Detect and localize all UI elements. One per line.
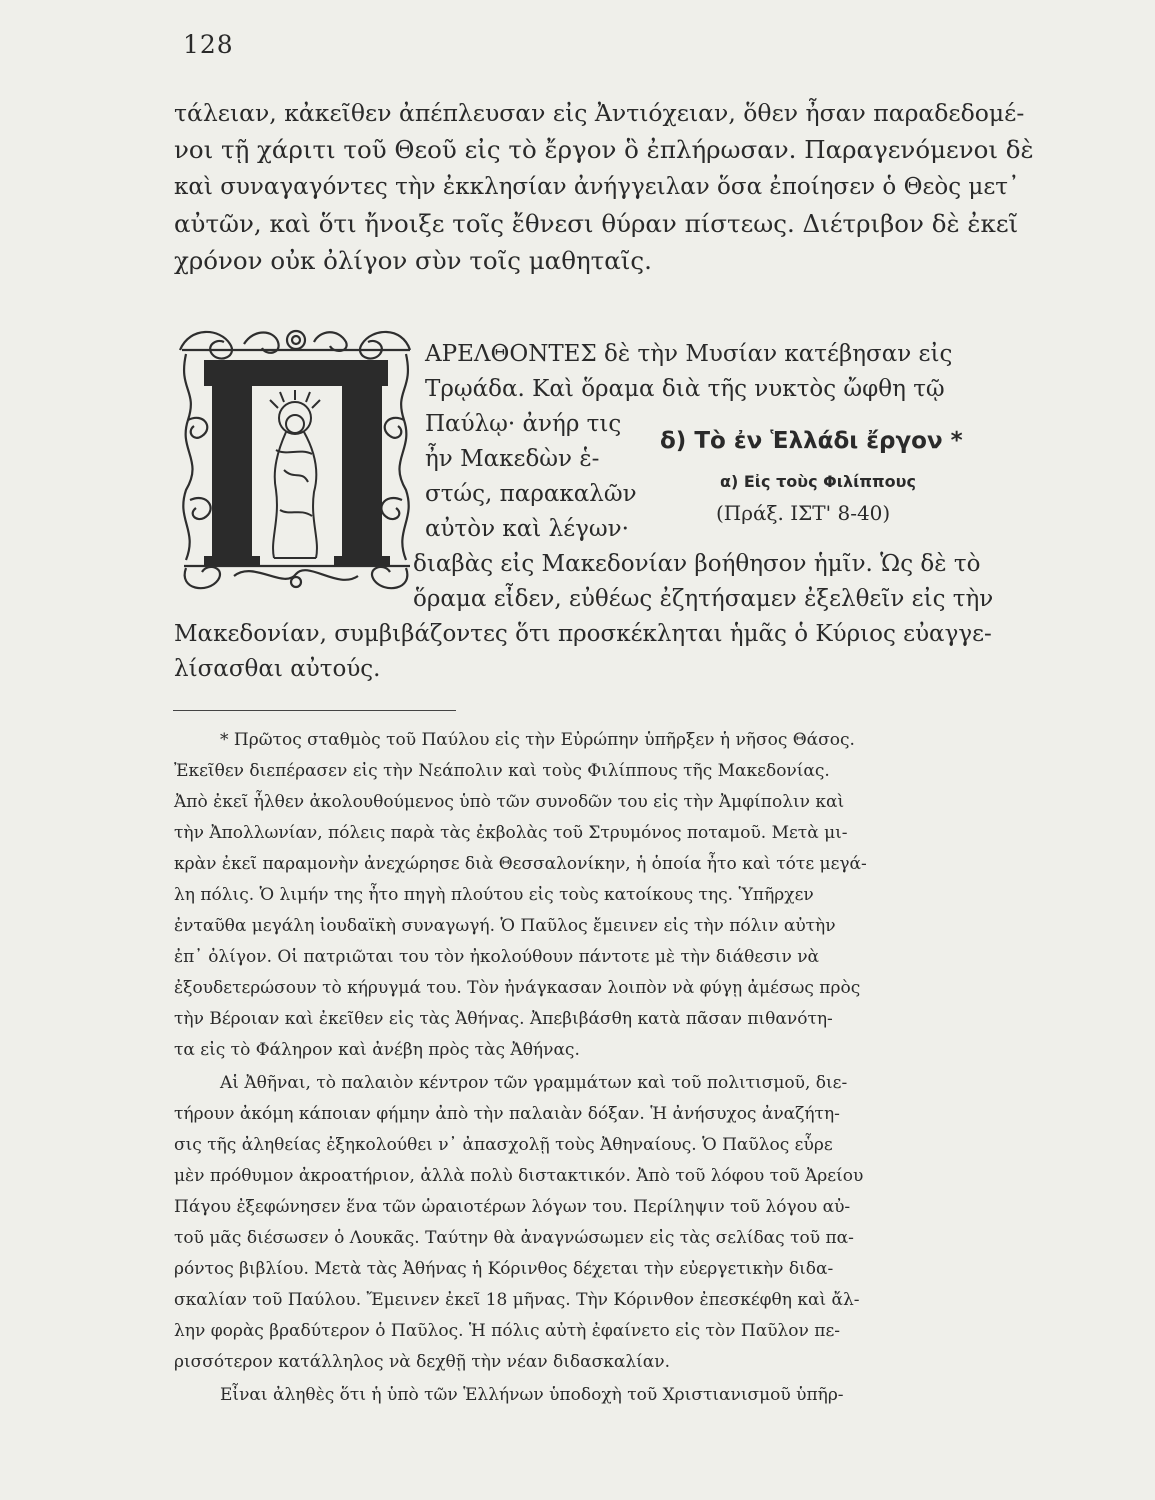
footnote-line: σις τῆς ἀληθείας ἐξηκολούθει ν᾽ ἀπασχολῇ τοὺς Ἀθηναίους. Ὁ Παῦλος εὗρε (174, 1135, 833, 1155)
footnote-line: κρὰν ἐκεῖ παραμονὴν ἀνεχώρησε διὰ Θεσσαλονίκην, ἡ ὁποία ἦτο καὶ τότε μεγά- (174, 854, 867, 874)
text-line: διαβὰς εἰς Μακεδονίαν βοήθησον ἡμῖν. Ὡς δὲ τὸ (413, 551, 981, 577)
footnote-line: ρόντος βιβλίου. Μετὰ τὰς Ἀθήνας ἡ Κόρινθος δέχεται τὴν εὐεργετικὴν διδα- (174, 1259, 834, 1279)
footnote-line: * Πρῶτος σταθμὸς τοῦ Παύλου εἰς τὴν Εὐρώπην ὑπῆρξεν ἡ νῆσος Θάσος. (220, 730, 855, 750)
footnote-line: τοῦ μᾶς διέσωσεν ὁ Λουκᾶς. Ταύτην θὰ ἀναγνώσωμεν εἰς τὰς σελίδας τοῦ πα- (174, 1228, 854, 1248)
footnote-line: Εἶναι ἀληθὲς ὅτι ἡ ὑπὸ τῶν Ἑλλήνων ὑποδοχὴ τοῦ Χριστιανισμοῦ ὑπῆρ- (220, 1385, 844, 1405)
footnote-line: Πάγου ἐξεφώνησεν ἕνα τῶν ὡραιοτέρων λόγων του. Περίληψιν τοῦ λόγου αὐ- (174, 1197, 851, 1217)
text-line: αὐτὸν καὶ λέγων· (425, 516, 629, 542)
text-line: ὅραμα εἶδεν, εὐθέως ἐζητήσαμεν ἐξελθεῖν εἰς τὴν (413, 586, 994, 612)
scripture-reference: (Πράξ. ΙΣΤ' 8-40) (716, 501, 891, 525)
text-line: στώς, παρακαλῶν (425, 481, 637, 507)
footnote-line: Ἐκεῖθεν διεπέρασεν εἰς τὴν Νεάπολιν καὶ τοὺς Φιλίππους τῆς Μακεδονίας. (174, 761, 830, 781)
footnote-line: σκαλίαν τοῦ Παύλου. Ἔμεινεν ἐκεῖ 18 μῆνας. Τὴν Κόρινθον ἐπεσκέφθη καὶ ἄλ- (174, 1290, 860, 1310)
footnote-line: ἐπ᾽ ὀλίγον. Οἱ πατριῶται του τὸν ἠκολούθουν πάντοτε μὲ τὴν διάθεσιν νὰ (174, 947, 820, 967)
footnote-line: ρισσότερον κατάλληλος νὰ δεχθῇ τὴν νέαν διδασκαλίαν. (174, 1352, 670, 1372)
footnote-line: τὴν Ἀπολλωνίαν, πόλεις παρὰ τὰς ἐκβολὰς τοῦ Στρυμόνος ποταμοῦ. Μετὰ μι- (174, 823, 848, 843)
footnote-line: λη πόλις. Ὁ λιμήν της ἦτο πηγὴ πλούτου εἰς τοὺς κατοίκους της. Ὑπῆρχεν (174, 885, 814, 905)
page-number: 128 (183, 30, 234, 59)
section-heading: δ) Τὸ ἐν Ἑλλάδι ἔργον * (660, 428, 963, 454)
footnote-line: Αἱ Ἀθῆναι, τὸ παλαιὸν κέντρον τῶν γραμμάτων καὶ τοῦ πολιτισμοῦ, διε- (220, 1073, 848, 1093)
text-line: Παύλῳ· ἀνήρ τις (425, 411, 622, 437)
text-line: Τρῳάδα. Καὶ ὅραμα διὰ τῆς νυκτὸς ὤφθη τῷ (425, 376, 945, 402)
footnote-line: μὲν πρόθυμον ἀκροατήριον, ἀλλὰ πολὺ διστακτικόν. Ἀπὸ τοῦ λόφου τοῦ Ἀρείου (174, 1166, 864, 1186)
text-line: λίσασθαι αὐτούς. (174, 656, 381, 682)
footnote-divider (173, 710, 456, 711)
text-line: ἦν Μακεδὼν ἑ- (425, 446, 600, 472)
text-line: νοι τῇ χάριτι τοῦ Θεοῦ εἰς τὸ ἔργον ὃ ἐπλήρωσαν. Παραγενόμενοι δὲ (174, 135, 1034, 164)
text-line: αὐτῶν, καὶ ὅτι ἤνοιξε τοῖς ἔθνεσι θύραν πίστεως. Διέτριβον δὲ ἐκεῖ (174, 209, 1019, 238)
footnote-line: τὴν Βέροιαν καὶ ἐκεῖθεν εἰς τὰς Ἀθήνας. Ἀπεβιβάσθη κατὰ πᾶσαν πιθανότη- (174, 1009, 833, 1029)
sub-heading: α) Εἰς τοὺς Φιλίππους (720, 472, 916, 491)
footnote-line: ἐξουδετερώσουν τὸ κήρυγμά του. Τὸν ἠνάγκασαν λοιπὸν νὰ φύγῃ ἀμέσως πρὸς (174, 978, 861, 998)
ornamental-drop-cap-icon (174, 320, 418, 596)
text-line: ΑΡΕΛΘΟΝΤΕΣ δὲ τὴν Μυσίαν κατέβησαν εἰς (425, 341, 953, 367)
footnote-line: τα εἰς τὸ Φάληρον καὶ ἀνέβη πρὸς τὰς Ἀθήνας. (174, 1040, 580, 1060)
text-line: χρόνον οὐκ ὀλίγον σὺν τοῖς μαθηταῖς. (174, 246, 652, 275)
text-line: τάλειαν, κἀκεῖθεν ἀπέπλευσαν εἰς Ἀντιόχειαν, ὅθεν ἦσαν παραδεδομέ- (174, 99, 1025, 127)
footnote-line: λην φορὰς βραδύτερον ὁ Παῦλος. Ἡ πόλις αὐτὴ ἐφαίνετο εἰς τὸν Παῦλον πε- (174, 1321, 840, 1341)
footnote-line: Ἀπὸ ἐκεῖ ἦλθεν ἀκολουθούμενος ὑπὸ τῶν συνοδῶν του εἰς τὴν Ἀμφίπολιν καὶ (174, 792, 845, 812)
footnote-line: ἐνταῦθα μεγάλη ἰουδαϊκὴ συναγωγή. Ὁ Παῦλος ἔμεινεν εἰς τὴν πόλιν αὐτὴν (174, 916, 836, 936)
text-line: καὶ συναγαγόντες τὴν ἐκκλησίαν ἀνήγγειλαν ὅσα ἐποίησεν ὁ Θεὸς μετ᾽ (174, 174, 1020, 200)
text-line: Μακεδονίαν, συμβιβάζοντες ὅτι προσκέκληται ἡμᾶς ὁ Κύριος εὐαγγε- (174, 621, 992, 647)
footnote-line: τήρουν ἀκόμη κάποιαν φήμην ἀπὸ τὴν παλαιὰν δόξαν. Ἡ ἀνήσυχος ἀναζήτη- (174, 1104, 840, 1124)
